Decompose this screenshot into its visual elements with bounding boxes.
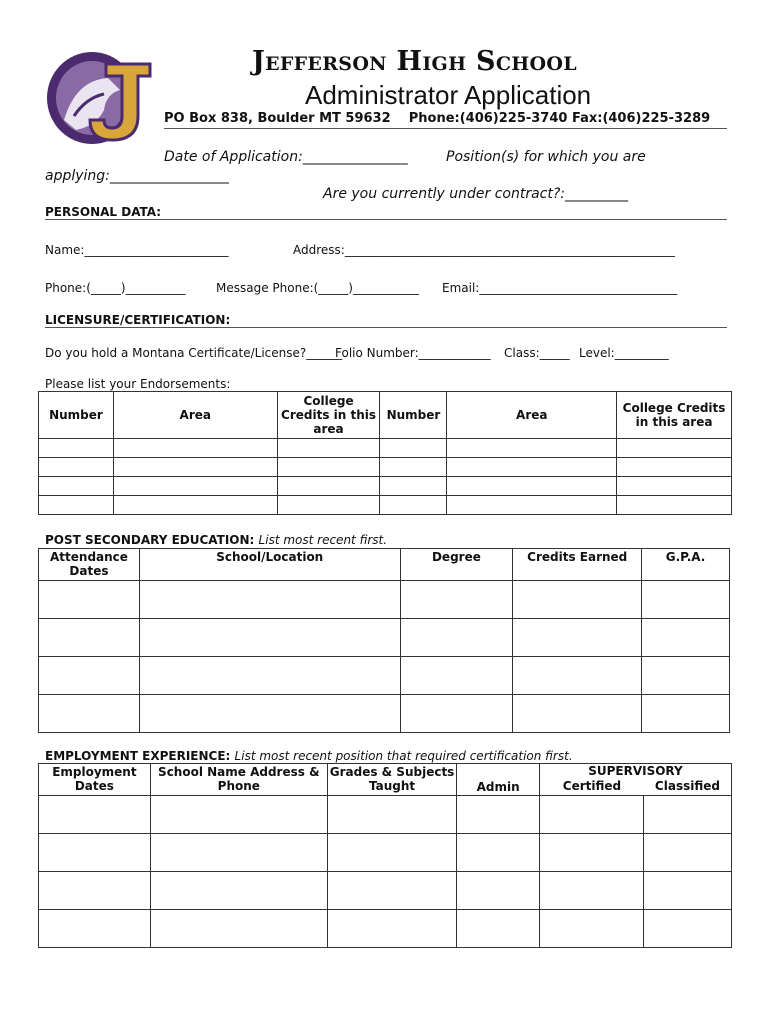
header-rule: [164, 128, 727, 129]
col-certified: Certified: [562, 779, 622, 793]
endorsements-table: [38, 391, 732, 515]
supervisory-subheaders: [540, 779, 731, 793]
cell[interactable]: [513, 695, 642, 733]
employment-heading-label: EMPLOYMENT EXPERIENCE:: [45, 749, 231, 763]
positions-field[interactable]: applying:_________________: [45, 168, 229, 184]
cell[interactable]: [139, 695, 400, 733]
cell[interactable]: [277, 439, 380, 458]
endorsements-prompt: Please list your Endorsements:: [45, 377, 231, 391]
licensure-heading: LICENSURE/CERTIFICATION:: [45, 313, 231, 327]
education-table: [38, 548, 730, 733]
cell[interactable]: [380, 477, 447, 496]
email-field[interactable]: Email:_________________________________: [442, 281, 678, 295]
cell[interactable]: [617, 458, 732, 477]
cell[interactable]: [457, 910, 540, 948]
cell[interactable]: [113, 458, 277, 477]
cell[interactable]: [39, 439, 114, 458]
table-row: [39, 496, 732, 515]
table-row: [39, 695, 730, 733]
cell[interactable]: [39, 496, 114, 515]
cell[interactable]: [539, 796, 644, 834]
positions-label: Position(s) for which you are: [446, 149, 646, 165]
cell[interactable]: [380, 458, 447, 477]
col-number: Number: [39, 392, 114, 439]
col-employment-dates: Employment Dates: [39, 764, 151, 796]
cell[interactable]: [457, 834, 540, 872]
cell[interactable]: [277, 477, 380, 496]
message-phone-field[interactable]: Message Phone:(_____)___________: [216, 281, 419, 295]
cell[interactable]: [457, 796, 540, 834]
cell[interactable]: [513, 619, 642, 657]
school-name: Jefferson High School: [252, 46, 577, 77]
col-college-credits-2: College Credits in this area: [617, 392, 732, 439]
school-contact: PO Box 838, Boulder MT 59632 Phone:(406)225-3740 Fax:(406)225-3289: [164, 111, 711, 126]
cell[interactable]: [642, 581, 730, 619]
supervisory-label: SUPERVISORY: [588, 764, 683, 778]
cell[interactable]: [400, 581, 513, 619]
cell[interactable]: [642, 619, 730, 657]
employment-table: [38, 763, 732, 948]
date-of-application-field[interactable]: Date of Application:_______________: [164, 149, 408, 165]
montana-cert-field[interactable]: Do you hold a Montana Certificate/License?______: [45, 346, 343, 360]
personal-rule: [45, 219, 727, 220]
cell[interactable]: [150, 796, 327, 834]
table-row: [39, 477, 732, 496]
cell[interactable]: [39, 910, 151, 948]
cell[interactable]: [400, 657, 513, 695]
folio-number-field[interactable]: Folio Number:____________: [335, 346, 491, 360]
cell[interactable]: [39, 657, 140, 695]
cell[interactable]: [150, 834, 327, 872]
cell[interactable]: [39, 477, 114, 496]
cell[interactable]: [327, 872, 456, 910]
level-field[interactable]: Level:_________: [579, 346, 669, 360]
education-note: List most recent first.: [258, 533, 388, 547]
cell[interactable]: [39, 834, 151, 872]
table-row: [39, 834, 732, 872]
cell[interactable]: [39, 619, 140, 657]
col-admin: Admin: [457, 764, 540, 796]
table-row: [39, 657, 730, 695]
table-row: [39, 619, 730, 657]
cell[interactable]: [642, 695, 730, 733]
table-row: [39, 796, 732, 834]
table-row: [39, 458, 732, 477]
cell[interactable]: [539, 910, 644, 948]
education-heading-label: POST SECONDARY EDUCATION:: [45, 533, 255, 547]
phone-field[interactable]: Phone:(_____)__________: [45, 281, 186, 295]
col-supervisory: [539, 764, 731, 796]
cell[interactable]: [327, 910, 456, 948]
cell[interactable]: [39, 695, 140, 733]
class-field[interactable]: Class:_____: [504, 346, 570, 360]
employment-note: List most recent position that required certification first.: [234, 749, 573, 763]
col-gpa: G.P.A.: [642, 549, 730, 581]
cell[interactable]: [644, 834, 732, 872]
table-row: [39, 872, 732, 910]
cell[interactable]: [447, 439, 617, 458]
col-school-name: School Name Address & Phone: [150, 764, 327, 796]
licensure-rule: [45, 327, 727, 328]
cell[interactable]: [447, 477, 617, 496]
personal-data-heading: PERSONAL DATA:: [45, 205, 162, 219]
cell[interactable]: [277, 458, 380, 477]
form-title: Administrator Application: [305, 80, 592, 110]
col-degree: Degree: [400, 549, 513, 581]
cell[interactable]: [113, 496, 277, 515]
cell[interactable]: [447, 496, 617, 515]
table-row: [39, 910, 732, 948]
cell[interactable]: [400, 695, 513, 733]
cell[interactable]: [380, 496, 447, 515]
cell[interactable]: [327, 796, 456, 834]
col-area: Area: [113, 392, 277, 439]
cell[interactable]: [642, 657, 730, 695]
col-college-credits: College Credits in this area: [277, 392, 380, 439]
cell[interactable]: [513, 657, 642, 695]
cell[interactable]: [139, 657, 400, 695]
education-heading: [45, 533, 387, 547]
cell[interactable]: [113, 439, 277, 458]
col-attendance-dates: Attendance Dates: [39, 549, 140, 581]
contract-field[interactable]: Are you currently under contract?:_________: [323, 186, 628, 202]
cell[interactable]: [380, 439, 447, 458]
cell[interactable]: [617, 439, 732, 458]
cell[interactable]: [39, 458, 114, 477]
table-row: [39, 581, 730, 619]
cell[interactable]: [539, 872, 644, 910]
school-logo: [46, 50, 154, 146]
col-school-location: School/Location: [139, 549, 400, 581]
cell[interactable]: [644, 872, 732, 910]
cell[interactable]: [39, 872, 151, 910]
cell[interactable]: [457, 872, 540, 910]
cell[interactable]: [513, 581, 642, 619]
cell[interactable]: [139, 581, 400, 619]
address-field[interactable]: Address:_______________________________________________________: [293, 243, 675, 257]
table-row: [39, 439, 732, 458]
cell[interactable]: [617, 496, 732, 515]
cell[interactable]: [644, 796, 732, 834]
cell[interactable]: [150, 872, 327, 910]
col-classified: Classified: [654, 779, 720, 793]
col-number-2: Number: [380, 392, 447, 439]
col-credits-earned: Credits Earned: [513, 549, 642, 581]
cell[interactable]: [139, 619, 400, 657]
cell[interactable]: [617, 477, 732, 496]
cell[interactable]: [150, 910, 327, 948]
cell[interactable]: [39, 581, 140, 619]
cell[interactable]: [644, 910, 732, 948]
col-area-2: Area: [447, 392, 617, 439]
cell[interactable]: [447, 458, 617, 477]
cell[interactable]: [277, 496, 380, 515]
col-grades-subjects: Grades & Subjects Taught: [327, 764, 456, 796]
cell[interactable]: [400, 619, 513, 657]
employment-heading: [45, 749, 573, 763]
name-field[interactable]: Name:________________________: [45, 243, 229, 257]
cell[interactable]: [39, 796, 151, 834]
cell[interactable]: [113, 477, 277, 496]
cell[interactable]: [327, 834, 456, 872]
cell[interactable]: [539, 834, 644, 872]
